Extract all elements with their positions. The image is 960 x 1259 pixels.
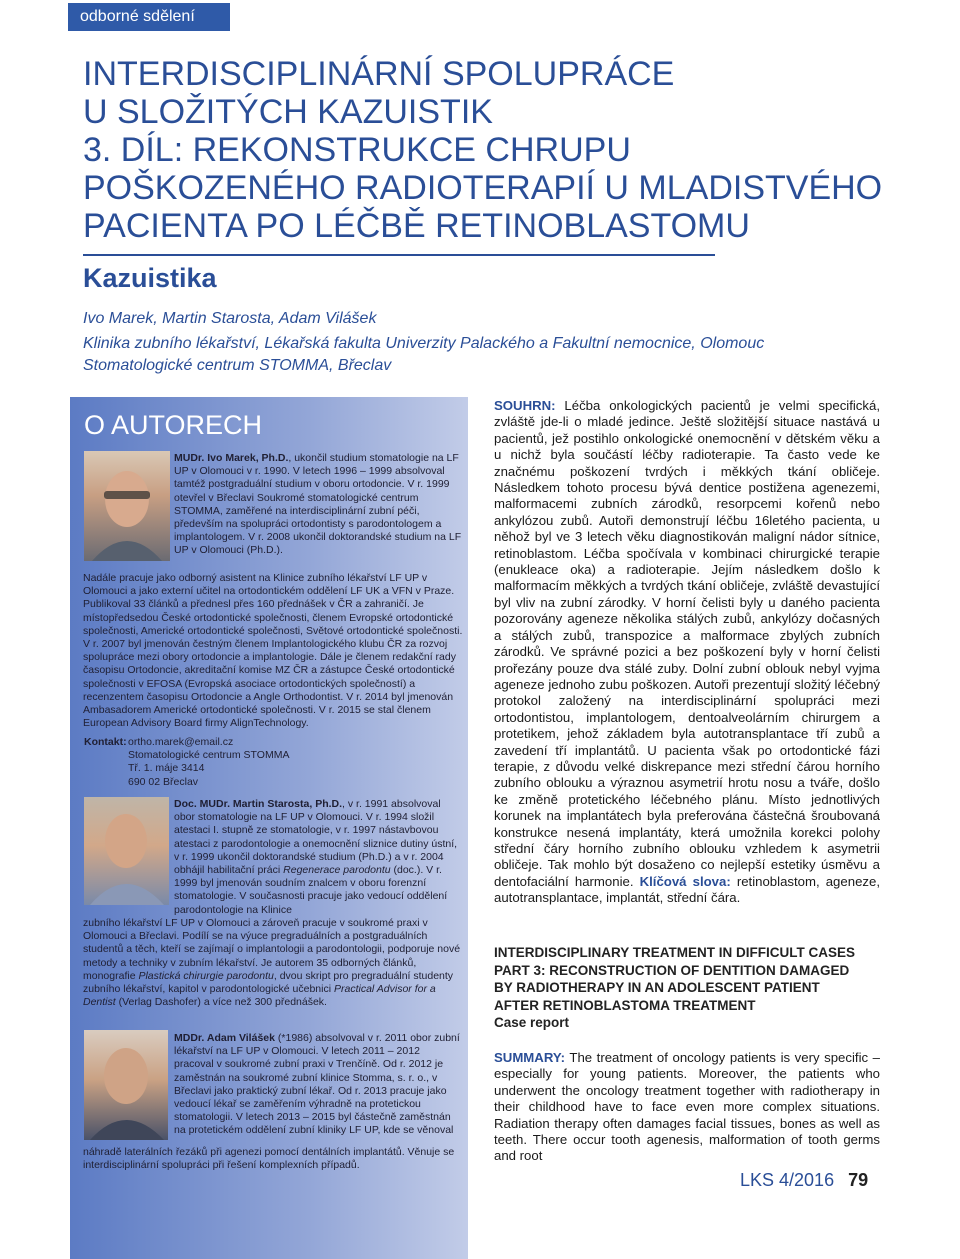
author-bio-starosta-cont bbox=[83, 917, 463, 1009]
article-title bbox=[83, 55, 883, 245]
author-bio-marek-cont: Nadále pracuje jako odborný asistent na Klinice zubního lékařství LF UP v Olomouci a jako externí učitel na ortodontickém oddělení LF UK a VFN v Praze. Publikoval 33 článků a přednesl přes 160 přednášek v ČR a zahraničí. Je místopředsedou České ortodontické společnosti, členem Evropské ortodontické společnosti, Americké ortodontické společnosti, Světové ortodontické společnosti. V r. 2007 byl jmenován čestným členem Implantologického klubu ČR za rozvoj spolupráce mezi obory ortodoncie a implantologie. Dále je členem redakční rady časopisu Ortodoncie, akreditační komise MZ ČR a zástupce České ortodontické společnosti v EFOSA (Evropská asociace ortodontických společností) a recenzentem časopisu Ortodoncie a Angle Orthodontist. V r. 2014 byl jmenován Ambasadorem Americké ortodontické společnosti. V r. 2015 se stal členem European Advisory Board firmy AlignTechnology. bbox=[83, 572, 463, 730]
summary-label: SUMMARY: bbox=[494, 1050, 566, 1065]
book-title: Practical Advisor for a Dentist bbox=[83, 983, 436, 1009]
title-line: PACIENTA PO LÉČBĚ RETINOBLASTOMU bbox=[83, 207, 750, 245]
author-bio-text: (Verlag Dashofer) a více než 300 přednášek. bbox=[118, 996, 327, 1009]
en-title-line: INTERDISCIPLINARY TREATMENT IN DIFFICULT CASES bbox=[494, 945, 855, 960]
author-bio-starosta bbox=[174, 798, 460, 917]
page-footer bbox=[740, 1170, 868, 1191]
affiliation: Stomatologické centrum STOMMA, Břeclav bbox=[83, 357, 392, 374]
book-title: Plastická chirurgie parodontu bbox=[138, 969, 274, 982]
portrait-icon bbox=[84, 451, 170, 561]
author-bio-text: , ukončil studium stomatologie na LF UP v Olomouci v r. 1990. V letech 1996 – 1999 absolvoval tamtéž postgraduální studium v oboru ortodoncie. V r. 1999 otevřel v Břeclavi Soukromé stomatologické centrum STOMMA, zaměřené na interdisciplinární zubní péči, především na spolupráci ortodontisty s parodontologem a implantologem. V r. 2008 ukončil doktorandské studium na LF UP v Olomouci (Ph.D.). bbox=[174, 452, 462, 557]
section-tag: odborné sdělení bbox=[68, 3, 230, 31]
author-bio-text: , v r. 1991 absolvoval obor stomatologie na LF UP v Olomouci. V r. 1994 složil atestaci I. stupně ze stomatologie, v r. 1997 nástavbovou atestaci z parodontologie a onemocnění sliznice dutiny ústní, v r. 1999 ukončil doktorandské studium (Ph.D.) a v r. 2004 obhájil habilitační práci bbox=[174, 798, 458, 877]
author-bio-vilasek-cont: náhradě laterálních řezáků při agenezi pomocí dentálních implantátů. Věnuje se interdisciplinární spolupráci při řešení komplexních případů. bbox=[83, 1146, 455, 1172]
author-name: MUDr. Ivo Marek, Ph.D. bbox=[174, 452, 289, 464]
en-title-line: PART 3: RECONSTRUCTION OF DENTITION DAMAGED bbox=[494, 962, 850, 978]
author-bio-marek bbox=[174, 452, 462, 558]
keywords-text: retinoblastom, ageneze, autotransplantace, implantát, střední čára. bbox=[494, 873, 880, 906]
en-title-line: BY RADIOTHERAPY IN AN ADOLESCENT PATIENT bbox=[494, 980, 820, 995]
contact-line: Stomatologické centrum STOMMA bbox=[128, 749, 290, 762]
contact-email-link[interactable]: ortho.marek@email.cz bbox=[128, 736, 234, 748]
author-bio-vilasek bbox=[174, 1032, 460, 1138]
contact-label: Kontakt: bbox=[84, 736, 127, 748]
author-photo-starosta bbox=[84, 797, 169, 905]
summary-text: The treatment of oncology patients is very specific – especially for young patients. Moreover, the patients who underwent the oncology treatment together with radiotherapy in their childhood have to face even more complex situations. Radiation therapy often damages facial tissues, bones as well as teeth. There occur tooth agenesis, malformation of tooth germs and root bbox=[494, 1050, 880, 1164]
affiliation: Klinika zubního lékařství, Lékařská fakulta Univerzity Palackého a Fakultní nemocnice, Olomouc bbox=[83, 335, 765, 352]
keywords-label: Klíčová slova: bbox=[639, 873, 731, 889]
author-photo-vilasek bbox=[84, 1030, 168, 1140]
portrait-icon bbox=[84, 797, 169, 905]
article-subtitle: Kazuistika bbox=[83, 263, 217, 293]
author-name: MDDr. Adam Vilášek bbox=[174, 1032, 275, 1044]
english-title bbox=[494, 944, 880, 1032]
title-line: 3. DÍL: REKONSTRUKCE CHRUPU bbox=[83, 131, 631, 169]
title-line: U SLOŽITÝCH KAZUISTIK bbox=[83, 93, 493, 131]
author-bio-text: (doc.). V r. 1999 byl jmenován soudním znalcem v oboru forenzní stomatologie. V současnosti pracuje jako vedoucí oddělení parodontologie na Klinice bbox=[174, 864, 448, 916]
contact-line: Tř. 1. máje 3414 bbox=[128, 762, 205, 775]
summary-label: SOUHRN: bbox=[494, 398, 556, 413]
author-name: Doc. MUDr. Martin Starosta, Ph.D. bbox=[174, 798, 343, 810]
title-line: POŠKOZENÉHO RADIOTERAPIÍ U MLADISTVÉHO bbox=[83, 169, 883, 207]
portrait-icon bbox=[84, 1030, 168, 1140]
title-line: INTERDISCIPLINÁRNÍ SPOLUPRÁCE bbox=[83, 55, 675, 93]
title-divider bbox=[83, 254, 715, 256]
affiliations bbox=[83, 333, 883, 377]
en-subtitle: Case report bbox=[494, 1015, 570, 1030]
author-bio-italic: Regenerace parodontu bbox=[283, 864, 391, 877]
journal-issue: LKS 4/2016 bbox=[740, 1170, 835, 1190]
author-bio-text: , dvou skript pro pregraduální studenty zubního lékařství, kapitol v parodontologické učebnici bbox=[83, 969, 454, 996]
contact-block bbox=[84, 736, 384, 789]
en-title-line: AFTER RETINOBLASTOMA TREATMENT bbox=[494, 997, 756, 1013]
author-bio-text: (*1986) absolvoval v r. 2011 obor zubní lékařství na LF UP v Olomouci. V letech 2011 – 2012 pracoval v soukromé zubní praxi v Trenčíně. Od r. 2012 je zaměstnán na soukromé zubní klinice Stomma, s. r. o., v Břeclavi jako praktický zubní lékař. Od r. 2013 pracuje jako vedoucí lékař se zaměřením výhradně na protetickou stomatologii. V letech 2013 – 2015 byl částečně zaměstnán na protetickém oddělení zubní kliniky LF UP, kde se věnoval bbox=[174, 1032, 460, 1137]
sidebar-heading: O AUTORECH bbox=[84, 410, 263, 440]
summary-czech bbox=[494, 398, 880, 907]
page-number: 79 bbox=[848, 1170, 869, 1190]
author-photo-marek bbox=[84, 451, 170, 561]
contact-line: 690 02 Břeclav bbox=[128, 775, 199, 788]
summary-english bbox=[494, 1050, 880, 1165]
authors-line: Ivo Marek, Martin Starosta, Adam Vilášek bbox=[83, 310, 377, 327]
author-bio-text: zubního lékařství LF UP v Olomouci a zároveň pracuje v soukromé praxi v Olomouci a Břeclavi. Podílí se na výuce pregraduálních a postgraduálních studentů a těch, kteří se zajímají o implantologii a parodontologii, podporuje nové metody a techniky v zubním lékařství. Je autorem 35 odborných článků, monografie bbox=[83, 917, 461, 982]
summary-text: Léčba onkologických pacientů je velmi specifická, zvláště jde-li o mladé jedince. Ještě složitější situace nastává u pacientů, jež postihlo onkologické onemocnění v dětském věku a u nichž byla součástí léčby radioterapie. Ta často vede ke značnému poškození tvrdých i měkkých tkání obličeje. Následkem tohoto procesu bývá dentice postižena agenezemi, malformacemi zubních zárodků, resorpcemi kořenů nebo ankylózou zubů. Autoři demonstrují léčbu 16letého pacienta, u něhož byl ve 3 letech věku diagnostikován maligní nádor sítnice, retinoblastom. Léčba spočívala v kombinaci chirurgické terapie (enukleace oka) a radioterapie. Jejím následkem došlo k malformacím měkkých a tvrdých tkání obličeje, zvláště devastující byl vliv na zubní zárodky. V horní čelisti byly u daného pacienta pozorovány ageneze několika stálých zubů, ankylózy dočasných a stálých zubů, transpozice a malformace zbylých zubních zárodků. Ve správné pozici a bez poškození byly v horní čelisti prořezány pouze dva stálé zuby. Dolní zubní oblouk nebyl vyjma ageneze jednoho zubu poškozen. Autoři prezentují složitý léčebný protokol založený na interdisciplinární spolupráci mezi ortodontistou, implantologem, dentoalveolárním chirurgem a protetikem, jehož základem byla autotransplantace tří zubů a zavedení tří implantátů. U pacienta však po ortodontické fázi terapie, z důvodu velké diskrepance mezi střední čárou horního zubního oblouku a výraznou asymetrií hrotu nosu a tváře, došlo ke změně protetického léčebného plánu. Místo jednotlivých korunek na implantátech byla preferována částečná šroubovaná konstrukce nesená implantáty, která umožnila korekci polohy střední čáry horního zubního oblouku vzhledem k asymetrii obličeje. Tak mohlo být dosaženo co nejlepší estetiky úsměvu a dentofaciální harmonie. bbox=[494, 398, 880, 889]
